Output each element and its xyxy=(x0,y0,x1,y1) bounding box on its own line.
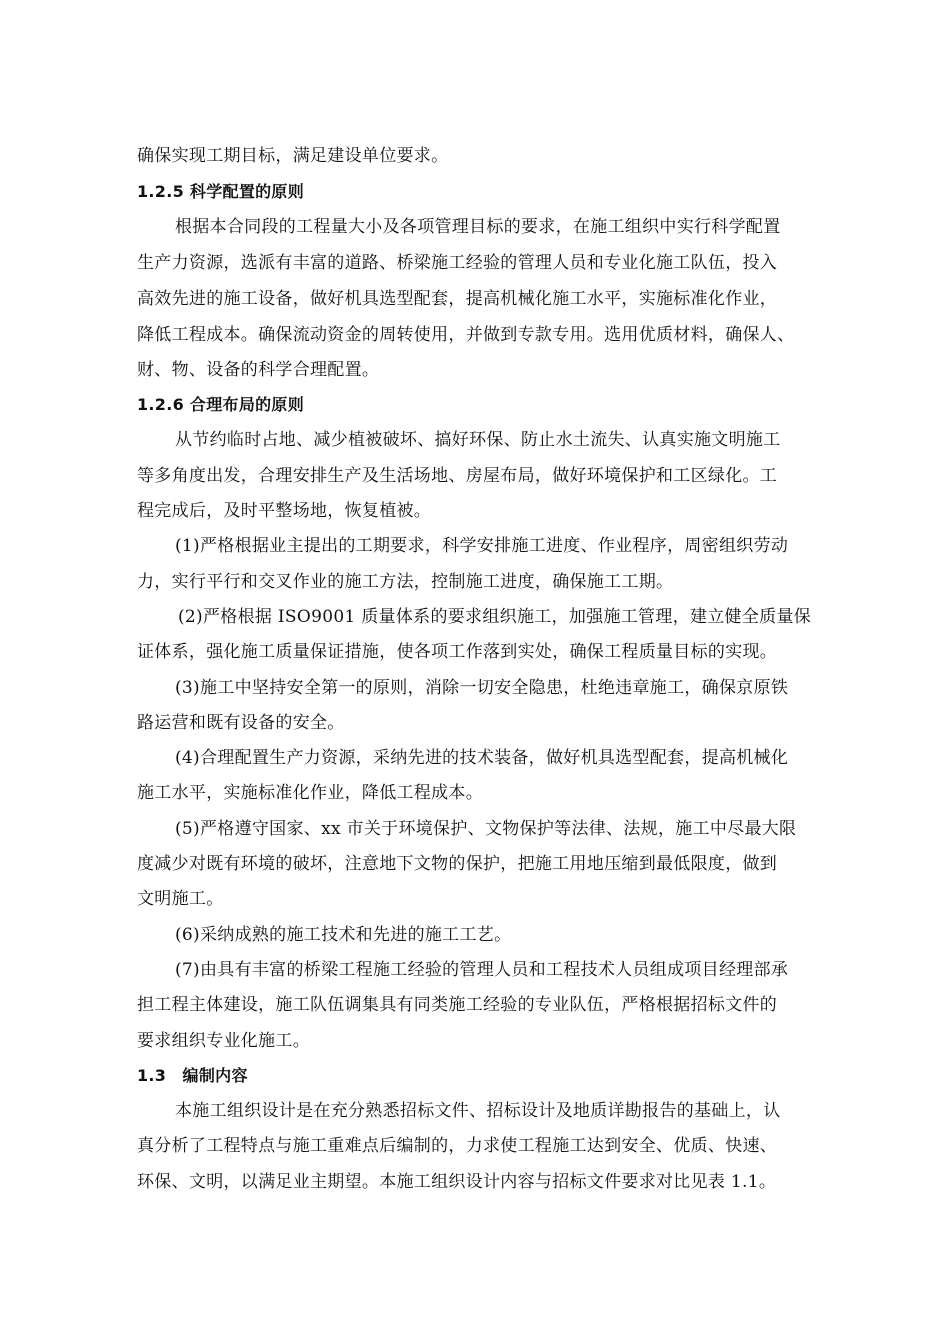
paragraph-line: 高效先进的施工设备，做好机具选型配套，提高机械化施工水平，实施标准化作业， xyxy=(137,289,778,309)
list-item-6: (6)采纳成熟的施工技术和先进的施工工艺。 xyxy=(175,925,512,945)
paragraph-line: 施工水平，实施标准化作业，降低工程成本。 xyxy=(137,783,483,803)
list-item-7: (7)由具有丰富的桥梁工程施工经验的管理人员和工程技术人员组成项目经理部承 xyxy=(175,960,789,980)
paragraph-line: 等多角度出发，合理安排生产及生活场地、房屋布局，做好环境保护和工区绿化。工 xyxy=(137,466,778,486)
list-item-2: (2)严格根据 ISO9001 质量体系的要求组织施工，加强施工管理，建立健全质量保 xyxy=(178,607,812,627)
list-item-3: (3)施工中坚持安全第一的原则，消除一切安全隐患，杜绝违章施工，确保京原铁 xyxy=(175,678,789,698)
paragraph-line: 根据本合同段的工程量大小及各项管理目标的要求，在施工组织中实行科学配置 xyxy=(175,217,781,237)
paragraph-line: 度减少对既有环境的破坏，注意地下文物的保护，把施工用地压缩到最低限度，做到 xyxy=(137,854,778,874)
paragraph-line: 要求组织专业化施工。 xyxy=(137,1031,310,1051)
paragraph-line: 力，实行平行和交叉作业的施工方法，控制施工进度，确保施工工期。 xyxy=(137,572,674,592)
list-item-5: (5)严格遵守国家、xx 市关于环境保护、文物保护等法律、法规，施工中尽最大限 xyxy=(175,819,797,839)
paragraph-line: 从节约临时占地、减少植被破坏、搞好环保、防止水土流失、认真实施文明施工 xyxy=(175,430,781,450)
paragraph-line: 确保实现工期目标，满足建设单位要求。 xyxy=(137,146,449,166)
paragraph-line: 路运营和既有设备的安全。 xyxy=(137,713,345,733)
section-heading-1-2-5: 1.2.5 科学配置的原则 xyxy=(137,182,305,201)
paragraph-line: 担工程主体建设，施工队伍调集具有同类施工经验的专业队伍，严格根据招标文件的 xyxy=(137,995,778,1015)
paragraph-line: 环保、文明，以满足业主期望。本施工组织设计内容与招标文件要求对比见表 1.1。 xyxy=(137,1172,777,1192)
paragraph-line: 本施工组织设计是在充分熟悉招标文件、招标设计及地质详勘报告的基础上，认 xyxy=(175,1101,781,1121)
paragraph-line: 财、物、设备的科学合理配置。 xyxy=(137,360,380,380)
paragraph-line: 降低工程成本。确保流动资金的周转使用，并做到专款专用。选用优质材料，确保人、 xyxy=(137,325,795,345)
list-item-4: (4)合理配置生产力资源，采纳先进的技术装备，做好机具选型配套，提高机械化 xyxy=(175,748,789,768)
section-heading-1-3: 1.3 编制内容 xyxy=(137,1066,248,1085)
section-heading-1-2-6: 1.2.6 合理布局的原则 xyxy=(137,395,305,414)
paragraph-line: 生产力资源，选派有丰富的道路、桥梁施工经验的管理人员和专业化施工队伍，投入 xyxy=(137,253,778,273)
paragraph-line: 文明施工。 xyxy=(137,889,224,909)
paragraph-line: 证体系，强化施工质量保证措施，使各项工作落到实处，确保工程质量目标的实现。 xyxy=(137,642,778,662)
list-item-1: (1)严格根据业主提出的工期要求，科学安排施工进度、作业程序，周密组织劳动 xyxy=(175,536,789,556)
paragraph-line: 真分析了工程特点与施工重难点后编制的，力求使工程施工达到安全、优质、快速、 xyxy=(137,1136,778,1156)
paragraph-line: 程完成后，及时平整场地，恢复植被。 xyxy=(137,501,432,521)
